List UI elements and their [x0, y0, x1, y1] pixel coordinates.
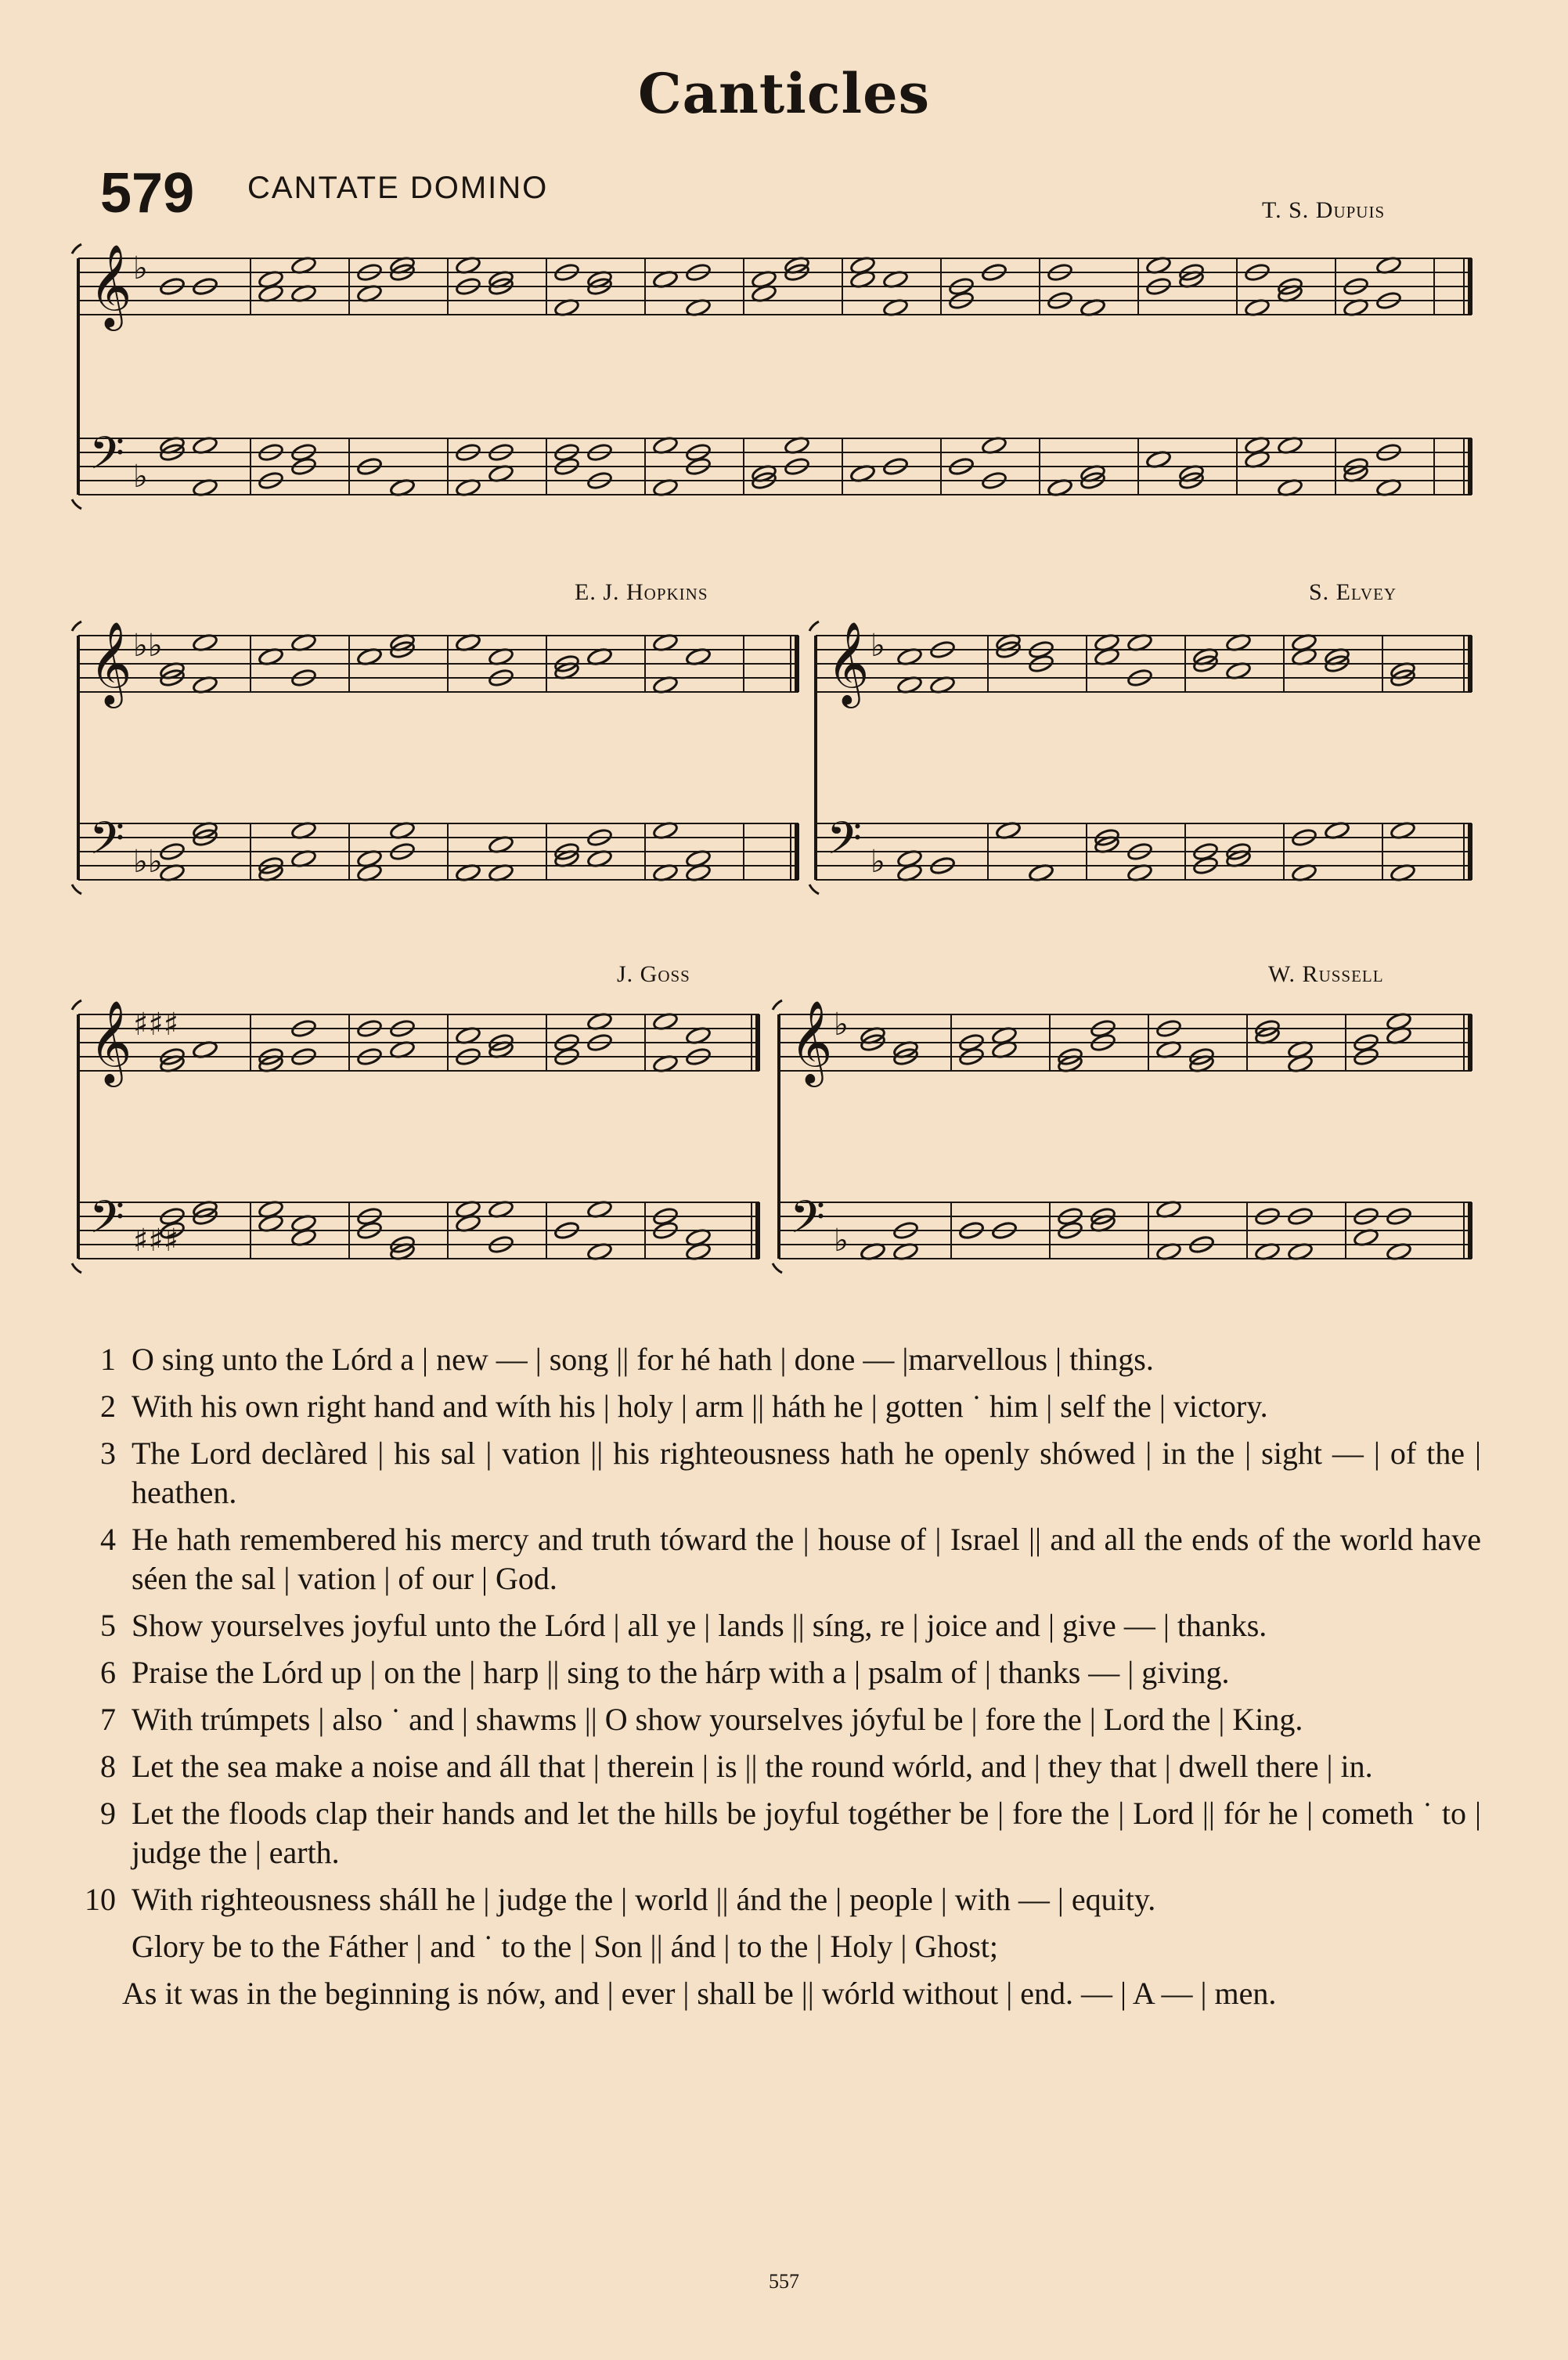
page-title: Canticles [637, 61, 931, 126]
svg-text:♯♯♯: ♯♯♯ [133, 1007, 179, 1043]
svg-text:♭: ♭ [834, 1223, 849, 1259]
verse-text: Let the floods clap their hands and let the hills be joyful togéther be | fore the | Lord || fór he | cometh ˙ to | judge the | earth. [132, 1796, 1481, 1870]
verse [72, 1880, 1481, 1919]
svg-text:♭♭: ♭♭ [133, 628, 163, 664]
verse [72, 1434, 1481, 1512]
verse-number: 6 [100, 1655, 116, 1690]
verse-text: The Lord declàred | his sal | vation || his righteousness hath he openly shówed | in the | sight — | of the | heathen. [132, 1436, 1481, 1510]
composer-elvey: S. Elvey [1309, 579, 1397, 605]
chant-system-hopkins [72, 621, 798, 894]
svg-text:𝄞: 𝄞 [827, 621, 870, 704]
verse-text: With his own right hand and wíth his | holy | arm || háth he | gotten ˙ him | self the | victory. [132, 1389, 1268, 1424]
verse [72, 1387, 1481, 1426]
svg-text:♭: ♭ [133, 250, 148, 286]
svg-text:𝄢: 𝄢 [790, 1191, 826, 1255]
hymn-number: 579 [100, 162, 195, 225]
verse-number: 4 [100, 1522, 116, 1557]
page-number: 557 [769, 2270, 799, 2293]
svg-text:𝄞: 𝄞 [790, 1000, 833, 1083]
verse-number: 9 [100, 1796, 116, 1831]
composer-goss: J. Goss [617, 961, 690, 987]
chant-system-russell [773, 1000, 1472, 1273]
chant-system-goss [72, 1000, 759, 1273]
doxology-line: As it was in the beginning is nów, and | ever | shall be || wórld without | end. — | A — | men. [122, 1976, 1277, 2011]
verse [72, 1700, 1481, 1739]
verse-text: Praise the Lórd up | on the | harp || sing to the hárp with a | psalm of | thanks — | giving. [132, 1655, 1230, 1690]
verse-text: He hath remembered his mercy and truth tóward the | house of | Israel || and all the ends of the world have séen the sal | vation | of our | God. [132, 1522, 1481, 1596]
verse-number: 1 [100, 1342, 116, 1377]
svg-text:♭: ♭ [133, 459, 148, 495]
svg-text:♭: ♭ [834, 1007, 849, 1043]
svg-text:𝄞: 𝄞 [89, 621, 132, 704]
svg-text:♯♯♯: ♯♯♯ [133, 1223, 179, 1259]
verse-number: 5 [100, 1608, 116, 1643]
verse-number: 3 [100, 1436, 116, 1471]
composer-russell: W. Russell [1268, 961, 1384, 987]
verse [72, 1340, 1481, 1379]
svg-text:𝄢: 𝄢 [827, 812, 863, 876]
chant-system-elvey [809, 621, 1472, 894]
svg-text:♭: ♭ [871, 628, 885, 664]
doxology-line: Glory be to the Fáther | and ˙ to the | Son || ánd | to the | Holy | Ghost; [132, 1929, 999, 1964]
tune-name: CANTATE DOMINO [247, 171, 549, 205]
verse-text: Show yourselves joyful unto the Lórd | all ye | lands || síng, re | joice and | give — | thanks. [132, 1608, 1267, 1643]
verse [72, 1520, 1481, 1598]
chant-system-dupuis [72, 243, 1472, 509]
svg-text:𝄞: 𝄞 [89, 243, 132, 327]
svg-text:♭♭: ♭♭ [133, 844, 163, 880]
verse-text: With righteousness sháll he | judge the | world || ánd the | people | with — | equity. [132, 1882, 1156, 1917]
verse-number: 8 [100, 1749, 116, 1784]
verse [72, 1747, 1481, 1786]
svg-text:𝄢: 𝄢 [89, 1191, 125, 1255]
verse [72, 1794, 1481, 1872]
verse [72, 1606, 1481, 1645]
svg-text:𝄢: 𝄢 [89, 427, 125, 491]
verse-text: O sing unto the Lórd a | new — | song || for hé hath | done — |marvellous | things. [132, 1342, 1154, 1377]
svg-text:♭: ♭ [871, 844, 885, 880]
verse-text: Let the sea make a noise and áll that | therein | is || the round wórld, and | they that | dwell there | in. [132, 1749, 1373, 1784]
svg-text:𝄞: 𝄞 [89, 1000, 132, 1083]
composer-hopkins: E. J. Hopkins [575, 579, 708, 605]
verse-number: 7 [100, 1702, 116, 1737]
composer-dupuis: T. S. Dupuis [1262, 197, 1386, 223]
verse [72, 1653, 1481, 1692]
verses-section [72, 1340, 1481, 2021]
verse-number: 10 [85, 1882, 116, 1917]
verse-number: 2 [100, 1389, 116, 1424]
svg-text:𝄢: 𝄢 [89, 812, 125, 876]
verse-text: With trúmpets | also ˙ and | shawms || O show yourselves jóyful be | fore the | Lord the | King. [132, 1702, 1303, 1737]
